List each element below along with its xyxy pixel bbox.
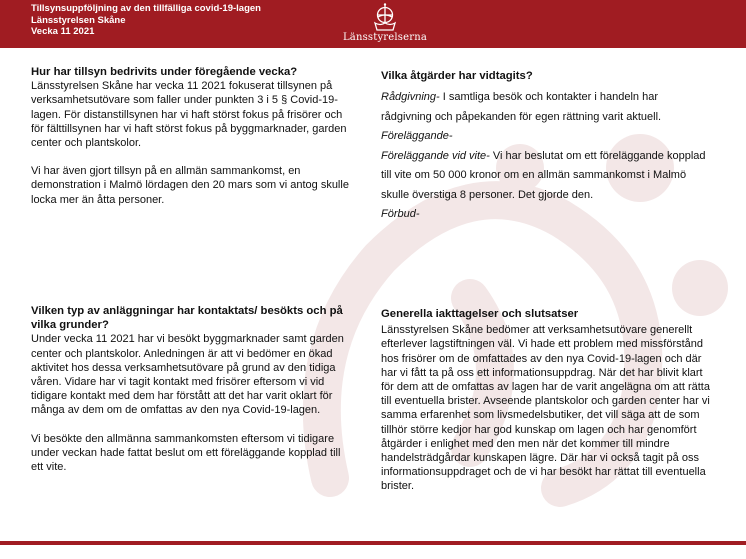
header-bar <box>0 0 746 48</box>
supervision-method-section <box>31 65 351 207</box>
injunction-paragraph <box>381 127 706 147</box>
facilities-section <box>31 304 351 474</box>
paragraph: Vi besökte den allmänna sammankomsten eftersom vi tidigare under veckan hade fattat beslut om ett föreläggande kopplad till ett vite. <box>31 432 341 474</box>
footer-line <box>0 541 746 545</box>
header-title: Tillsynsuppföljning av den tillfälliga covid-19-lagen <box>31 3 261 14</box>
fine-text: Vi har beslutat om ett föreläggande kopplad till vite om 50 000 kronor om en allmän sammankomst i Malmö skulle överstiga 8 personer. Det gjorde den. <box>381 149 706 201</box>
paragraph: Under vecka 11 2021 har vi besökt byggmarknader samt garden center och plantskolor. Anledningen är att vi bedömer en ökad aktivitet hos dessa verksamhetsutövare på grund av den tidiga våren. Vidare har vi tagit kontakt med frisörer eftersom vi vid tidigare kontakt med dem har förstått att det har varit oklart för många av dem om de omfattas av den nya Covid-19-lagen. <box>31 333 344 417</box>
advice-label: Rådgivning- <box>381 91 440 104</box>
logo-text: Länsstyrelserna <box>342 32 428 43</box>
section-heading: Generella iakttagelser och slutsatser <box>381 308 579 320</box>
paragraph: Vi har även gjort tillsyn på en allmän sammankomst, en demonstration i Malmö lördagen den 20 mars som vi antog skulle locka mer än åtta personer. <box>31 165 349 206</box>
advice-text: I samtliga besök och kontakter i handeln har rådgivning och påpekanden för egen rättning varit aktuell. <box>381 91 662 123</box>
header-organization: Länsstyrelsen Skåne <box>31 14 126 26</box>
lansstyrelserna-logo <box>330 3 440 47</box>
header-title-block <box>31 3 261 38</box>
ban-paragraph <box>381 205 706 225</box>
header-week: Vecka 11 2021 <box>31 26 95 37</box>
injunction-label: Föreläggande- <box>381 130 453 143</box>
fine-paragraph <box>381 147 706 206</box>
ban-label: Förbud- <box>381 208 420 221</box>
section-heading: Hur har tillsyn bedrivits under föregående vecka? <box>31 66 298 78</box>
measures-section <box>381 69 706 225</box>
paragraph: Länsstyrelsen Skåne bedömer att verksamhetsutövare generellt efterlever lagstiftningen väl. Vi hade ett problem med missförstånd hos frisörer om de omfattades av den nya Covid-19-lagen och där har vi fått ta på oss ett informationsuppdrag. När det har blivit klart för dem att de omfattas av lagen har de varit angelägna om att rätta till eventuella brister. Avseende plantskolor och garden center har vi samma erfarenhet som livsmedelsbutiker, det vill säga att de som tillhör större kedjor har god kunskap om lagen och har genomfört åtgärder i enlighet med den men när det kommer till mindre handelsträdgårdar kunskapen lägre. Där har vi också tagit på oss informationsuppdraget och de vi har besökt har rättat till eventuella brister. <box>381 324 710 493</box>
section-heading: Vilka åtgärder har vidtagits? <box>381 70 533 82</box>
crown-icon <box>366 3 404 33</box>
section-heading: Vilken typ av anläggningar har kontaktats/ besökts och på vilka grunder? <box>31 305 343 332</box>
fine-label: Föreläggande vid vite- <box>381 149 490 162</box>
conclusions-section <box>381 307 711 494</box>
paragraph: Länsstyrelsen Skåne har vecka 11 2021 fokuserat tillsynen på verksamhetsutövare som faller under punkten 3 i 5 § Covid-19-lagen. För distanstillsynen har vi haft störst fokus på frisörer och för fälttillsynen har vi haft störst fokus på byggmarknader, garden center och plantskolor. <box>31 80 347 150</box>
advice-paragraph <box>381 88 706 127</box>
